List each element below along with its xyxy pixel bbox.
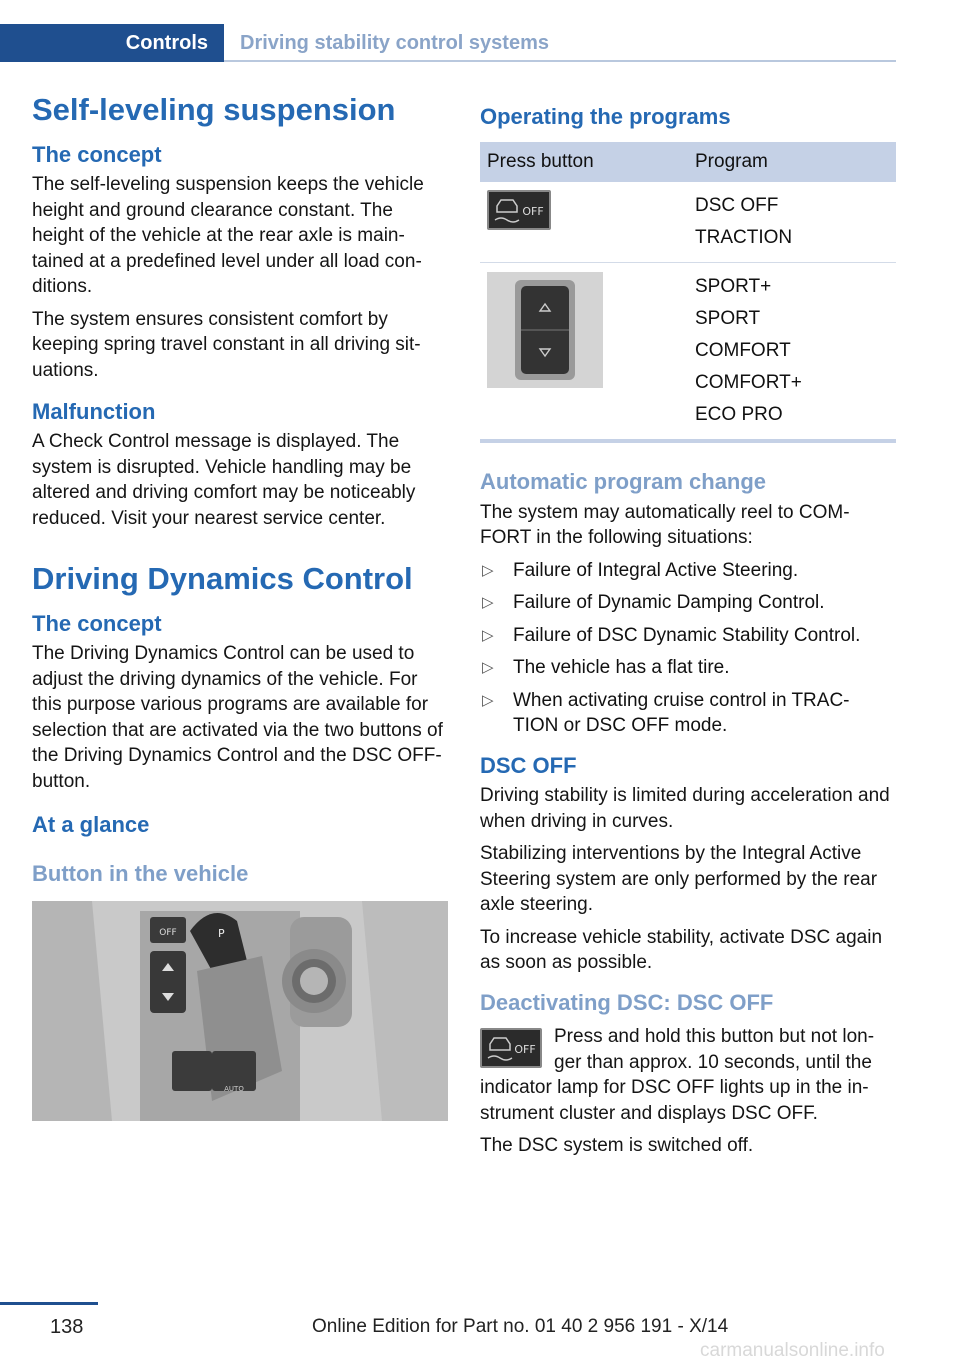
svg-text:OFF: OFF [159,928,177,939]
dsc-off-inline-icon [480,1028,542,1068]
list-item: ▷ The vehicle has a flat tire. [480,655,896,681]
heading-operating-programs: Operating the programs [480,104,731,129]
dsc-off-button-icon [487,190,551,230]
paragraph-deactivating: Press and hold this button but not lon‐ ger than approx. 10 seconds, until the indicator lamp for DSC OFF lights up in the in‐ strument cluster and displays DSC OFF. [480,1026,875,1124]
program-comfort: COMFORT [695,340,791,362]
heading-concept-2: The concept [32,611,162,637]
paragraph-concept-2: The Driving Dynamics Control can be used to adjust the driving dynamics of the vehicle. For this purpose various programs are available for selection that are activated via the two buttons of the Driving Dynamics Control and the DSC OFF-button. [32,643,443,792]
svg-text:OFF: OFF [514,1043,536,1057]
heading-dsc-off: DSC OFF [480,752,577,778]
table-header-program: Program [688,142,896,182]
bullet-triangle-icon: ▷ [482,691,494,709]
heading-malfunction: Malfunction [32,399,156,425]
footer-divider [0,1302,98,1305]
program-sport-plus: SPORT+ [695,276,772,298]
deactivating-block [480,1024,896,1126]
list-item: ▷ When activating cruise control in TRAC‐ TION or DSC OFF mode. [482,689,850,737]
paragraph-dsc-off-2: Stabilizing interventions by the Integral Active Steering system are only performed by the rear axle steering. [480,843,878,916]
right-column [480,104,896,1166]
section-title[interactable]: Driving stability control systems [240,32,549,54]
header-divider [224,60,896,62]
heading-button-in-vehicle: Button in the vehicle [32,860,249,886]
table-cell-button [480,263,688,442]
paragraph-malfunction: A Check Control message is displayed. The system is disrupted. Vehicle handling may be altered and driving comfort may be noticeably reduced. Visit your nearest service center. [32,431,416,529]
page-number: 138 [50,1316,84,1338]
center-console-photo [32,901,448,1121]
chapter-tab[interactable] [0,24,224,62]
heading-concept-1: The concept [32,141,162,167]
mode-rocker-icon [487,272,603,388]
program-eco-pro: ECO PRO [695,404,783,426]
heading-automatic-program-change: Automatic program change [480,469,767,495]
programs-table [480,142,896,443]
bullet-triangle-icon: ▷ [482,626,494,644]
center-console-illustration [32,901,448,1121]
chapter-title: Controls [125,32,208,54]
program-dsc-off: DSC OFF [695,195,779,217]
bullet-triangle-icon: ▷ [482,594,494,612]
bullet-triangle-icon: ▷ [482,659,494,677]
heading-driving-dynamics-control: Driving Dynamics Control [32,561,413,597]
edition-note: Online Edition for Part no. 01 40 2 956 191 - X/14 [312,1316,729,1337]
table-row [480,263,896,442]
situations-list [480,558,896,739]
svg-text:P: P [218,927,225,941]
table-header-button: Press button [480,142,688,182]
paragraph-concept-1b: The system ensures consistent comfort by keeping spring travel constant in all driving sit‐ uations. [32,308,421,381]
paragraph-concept-1a: The self-leveling suspension keeps the vehicle height and ground clearance constant. The height of the vehicle at the rear axle is main‐ tained at a predefined level under all load con‐ ditions. [32,174,424,298]
list-item: ▷ Failure of Integral Active Steering. [480,558,896,584]
program-comfort-plus: COMFORT+ [695,372,802,394]
mode-buttons-image [487,272,603,388]
list-item: ▷ Failure of DSC Dynamic Stability Control. [480,623,896,649]
paragraph-dsc-off-1: Driving stability is limited during acceleration and when driving in curves. [480,785,890,832]
left-column [32,92,448,1121]
list-item: ▷ Failure of Dynamic Damping Control. [480,590,896,616]
paragraph-dsc-off-3: To increase vehicle stability, activate DSC again as soon as possible. [480,926,883,974]
program-sport: SPORT [695,308,761,330]
heading-self-leveling: Self-leveling suspension [32,92,396,127]
watermark: carmanualsonline.info [700,1340,885,1361]
heading-deactivating-dsc: Deactivating DSC: DSC OFF [480,989,774,1015]
table-cell-program [688,263,896,442]
svg-text:AUTO: AUTO [224,1085,244,1094]
paragraph-automatic-change: The system may automatically reel to COM‐ FORT in the following situations: [480,501,850,549]
svg-text:OFF: OFF [522,205,544,219]
heading-at-a-glance: At a glance [32,812,150,838]
table-cell-button [480,182,688,263]
table-cell-program [688,182,896,263]
table-row [480,182,896,263]
paragraph-switched-off: The DSC system is switched off. [480,1135,754,1157]
program-traction: TRACTION [695,227,793,249]
bullet-triangle-icon: ▷ [482,561,494,579]
